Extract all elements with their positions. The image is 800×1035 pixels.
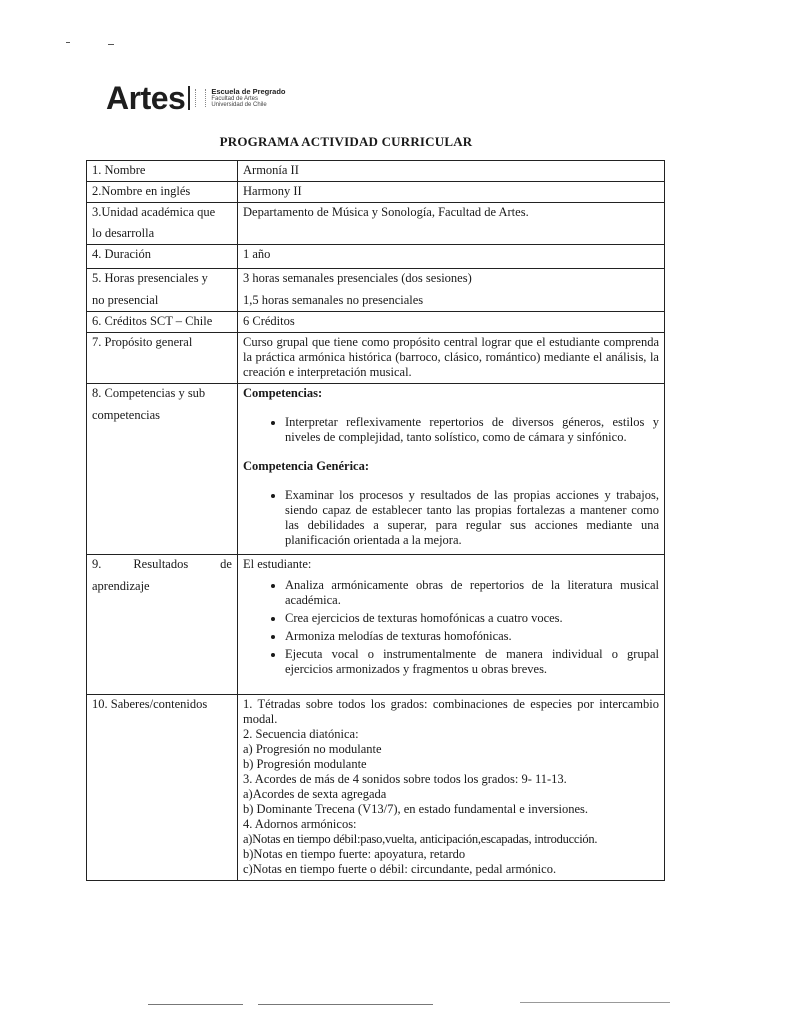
artes-logo: [106, 82, 286, 114]
list-item: • Examinar los procesos y resultados de las propias acciones y trabajos, siendo capaz de establecer tanto las propias fortalezas a mantener como las debilidades a superar, para regular sus acciones mediante una planificación orientada a la mejora.: [285, 488, 659, 548]
saberes-line: 3. Acordes de más de 4 sonidos sobre todos los grados: 9- 11-13.: [243, 772, 567, 786]
value-duracion: 1 año: [238, 245, 665, 269]
scan-artifact: [520, 1002, 670, 1003]
table-row-horas: [87, 269, 665, 312]
label-creditos: 6. Créditos SCT – Chile: [87, 312, 238, 333]
table-row-creditos: [87, 312, 665, 333]
list-item: • Interpretar reflexivamente repertorios de diversos géneros, estilos y niveles de complejidad, tanto solístico, como de cámara y sinfónico.: [285, 415, 659, 445]
table-row-resultados: [87, 555, 665, 695]
list-item: • Crea ejercicios de texturas homofónicas a cuatro voces.: [285, 611, 659, 626]
label-nombre: 1. Nombre: [87, 161, 238, 182]
resultados-list: [243, 578, 659, 677]
logo-subtitle: [211, 88, 285, 108]
table-row-proposito: [87, 333, 665, 384]
saberes-line: b) Progresión modulante: [243, 757, 367, 771]
saberes-line: 4. Adornos armónicos:: [243, 817, 357, 831]
saberes-line: a)Notas en tiempo débil:paso,vuelta, anticipación,escapadas, introducción.: [243, 832, 598, 846]
competencias-heading: Competencias:: [243, 386, 323, 400]
scan-artifact: [258, 1004, 433, 1005]
logo-emblem-icon: [195, 89, 206, 107]
logo-divider: [188, 86, 190, 110]
saberes-line: c)Notas en tiempo fuerte o débil: circundante, pedal armónico.: [243, 862, 557, 876]
table-row-competencias: [87, 384, 665, 555]
table-row-unidad: [87, 203, 665, 245]
scan-artifact: [148, 1004, 243, 1005]
table-row-duracion: [87, 245, 665, 269]
value-nombre-ingles: Harmony II: [238, 182, 665, 203]
horas-no-presenciales: 1,5 horas semanales no presenciales: [243, 293, 424, 307]
resultados-intro: El estudiante:: [243, 557, 312, 571]
label-nombre-ingles: 2.Nombre en inglés: [87, 182, 238, 203]
label-horas: 5. Horas presenciales y no presencial: [87, 269, 238, 312]
value-creditos: 6 Créditos: [238, 312, 665, 333]
list-item: • Analiza armónicamente obras de repertorios de la literatura musical académica.: [285, 578, 659, 608]
competencia-generica-list: [243, 488, 659, 548]
saberes-line: a) Progresión no modulante: [243, 742, 382, 756]
label-unidad: 3.Unidad académica que lo desarrolla: [87, 203, 238, 245]
saberes-line: b) Dominante Trecena (V13/7), en estado fundamental e inversiones.: [243, 802, 589, 816]
label-duracion: 4. Duración: [87, 245, 238, 269]
value-saberes: [238, 695, 665, 881]
list-item: • Armoniza melodías de texturas homofónicas.: [285, 629, 659, 644]
logo-school: Escuela de Pregrado: [211, 86, 286, 96]
value-resultados: [238, 555, 665, 695]
label-proposito: 7. Propósito general: [87, 333, 238, 384]
competencias-list: [243, 415, 659, 445]
saberes-line: 1. Tétradas sobre todos los grados: combinaciones de especies por intercambio modal.: [243, 697, 659, 726]
value-nombre: Armonía II: [238, 161, 665, 182]
label-competencias: 8. Competencias y sub competencias: [87, 384, 238, 555]
page-title: PROGRAMA ACTIVIDAD CURRICULAR: [219, 134, 473, 149]
label-resultados: 9. Resultados de aprendizaje: [87, 555, 238, 695]
logo-wordmark: Artes: [106, 80, 186, 116]
value-unidad: Departamento de Música y Sonología, Facultad de Artes.: [238, 203, 665, 245]
scan-artifact: [108, 44, 114, 45]
competencia-generica-heading: Competencia Genérica:: [243, 459, 370, 473]
curriculum-table: [86, 160, 665, 881]
label-saberes: 10. Saberes/contenidos: [87, 695, 238, 881]
saberes-line: a)Acordes de sexta agregada: [243, 787, 387, 801]
list-item: • Ejecuta vocal o instrumentalmente de manera individual o grupal ejercicios armonizados y fragmentos u obras breves.: [285, 647, 659, 677]
value-horas: [238, 269, 665, 312]
saberes-line: 2. Secuencia diatónica:: [243, 727, 359, 741]
value-proposito: Curso grupal que tiene como propósito central lograr que el estudiante comprenda la práctica armónica histórica (barroco, clásico, romántico) mediante el análisis, la creación e interpretación musical.: [238, 333, 665, 384]
scan-artifact: [66, 42, 70, 43]
table-row-nombre-ingles: [87, 182, 665, 203]
table-row-saberes: [87, 695, 665, 881]
logo-faculty: Facultad de Artes: [211, 95, 259, 102]
table-row-nombre: [87, 161, 665, 182]
saberes-line: b)Notas en tiempo fuerte: apoyatura, retardo: [243, 847, 466, 861]
value-competencias: [238, 384, 665, 555]
logo-university: Universidad de Chile: [211, 101, 267, 108]
horas-presenciales: 3 horas semanales presenciales (dos sesiones): [243, 271, 472, 285]
